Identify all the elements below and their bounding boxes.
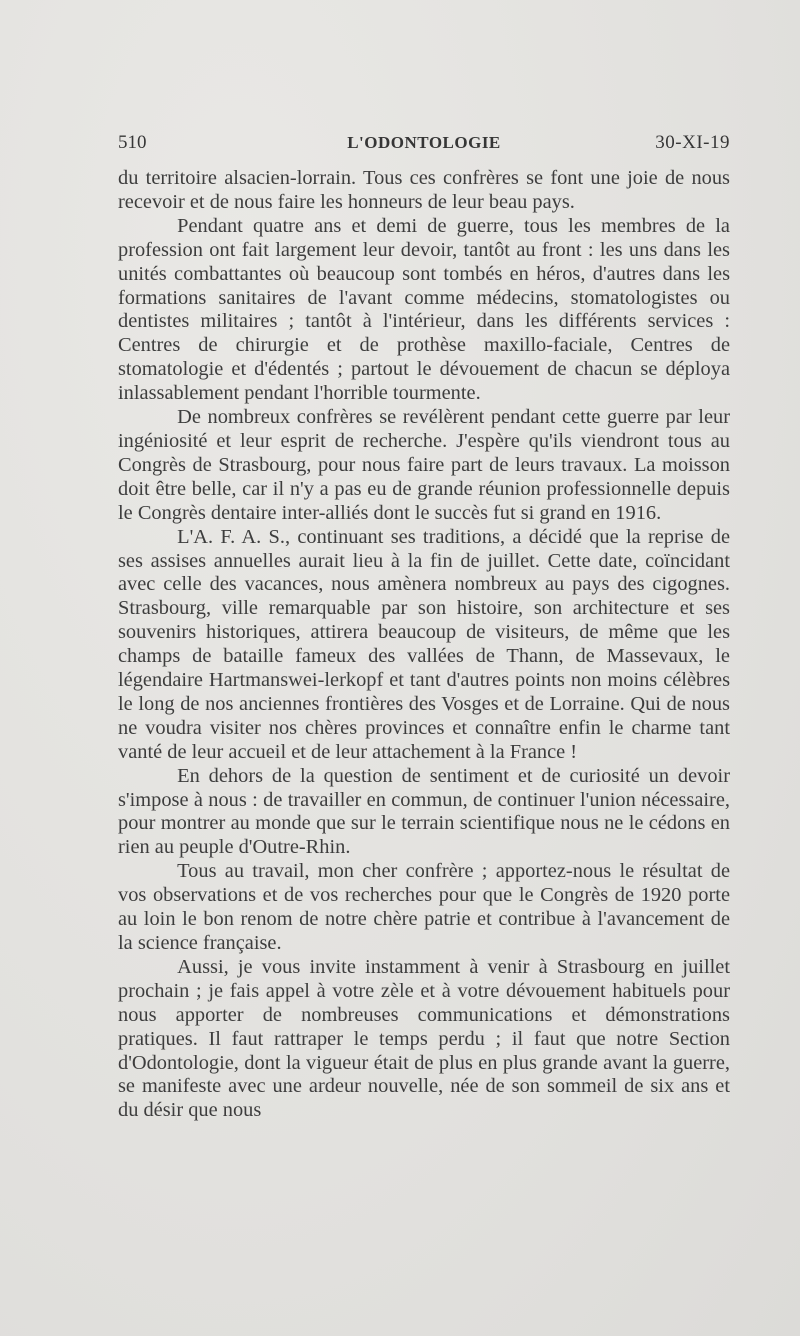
- paragraph-continuation: du territoire alsacien-lorrain. Tous ces confrères se font une joie de nous recevoir et de nous faire les honneurs de leur beau pays.: [118, 167, 730, 213]
- paragraph: Pendant quatre ans et demi de guerre, tous les membres de la profession ont fait largement leur devoir, tantôt au front : les uns dans les unités combattantes où beaucoup sont tombés en héros, d'autres dans les formations sanitaires de l'avant comme médecins, stomatologistes ou dentistes militaires ; tantôt à l'intérieur, dans les différents services : Centres de chirurgie et de prothèse maxillo-faciale, Centres de stomatologie et d'édentés ; partout le dévouement de chacun se déploya inlassablement pendant l'horrible tourmente.: [118, 214, 730, 405]
- paragraph: Aussi, je vous invite instamment à venir à Strasbourg en juillet prochain ; je fais appel à votre zèle et à votre dévouement habituels pour nous apporter de nombreuses communications et démonstrations pratiques. Il faut rattraper le temps perdu ; il faut que notre Section d'Odontologie, dont la vigueur était de plus en plus grande avant la guerre, se manifeste avec une ardeur nouvelle, née de son sommeil de six ans et du désir que nous: [118, 955, 730, 1122]
- paragraph: De nombreux confrères se revélèrent pendant cette guerre par leur ingéniosité et leur esprit de recherche. J'espère qu'ils viendront tous au Congrès de Strasbourg, pour nous faire part de leurs travaux. La moisson doit être belle, car il n'y a pas eu de grande réunion professionnelle depuis le Congrès dentaire inter-alliés dont le succès fut si grand en 1916.: [118, 406, 730, 524]
- issue-date: 30-XI-19: [655, 132, 730, 153]
- paragraph: En dehors de la question de sentiment et de curiosité un devoir s'impose à nous : de travailler en commun, de continuer l'union nécessaire, pour montrer au monde que sur le terrain scientifique nous ne le cédons en rien au peuple d'Outre-Rhin.: [118, 764, 730, 859]
- page-number: 510: [118, 132, 147, 153]
- running-title: L'ODONTOLOGIE: [347, 133, 501, 152]
- paragraph: L'A. F. A. S., continuant ses traditions, a décidé que la reprise de ses assises annuelles aurait lieu à la fin de juillet. Cette date, coïncidant avec celle des vacances, nous amènera nombreux au pays des cigognes. Strasbourg, ville remarquable par son histoire, son architecture et ses souvenirs historiques, attirera beaucoup de visiteurs, de même que les champs de bataille fameux des vallées de Thann, de Massevaux, le légendaire Hartmanswei-lerkopf et tant d'autres points non moins célèbres le long de nos anciennes frontières des Vosges et de Lorraine. Qui de nous ne voudra visiter nos chères provinces et connaître enfin le charme tant vanté de leur accueil et de leur attachement à la France !: [118, 525, 730, 763]
- page-header: [118, 132, 730, 156]
- paragraph: Tous au travail, mon cher confrère ; apportez-nous le résultat de vos observations et de vos recherches pour que le Congrès de 1920 porte au loin le bon renom de notre chère patrie et contribue à l'avancement de la science française.: [118, 860, 730, 954]
- article-body: [118, 167, 730, 1123]
